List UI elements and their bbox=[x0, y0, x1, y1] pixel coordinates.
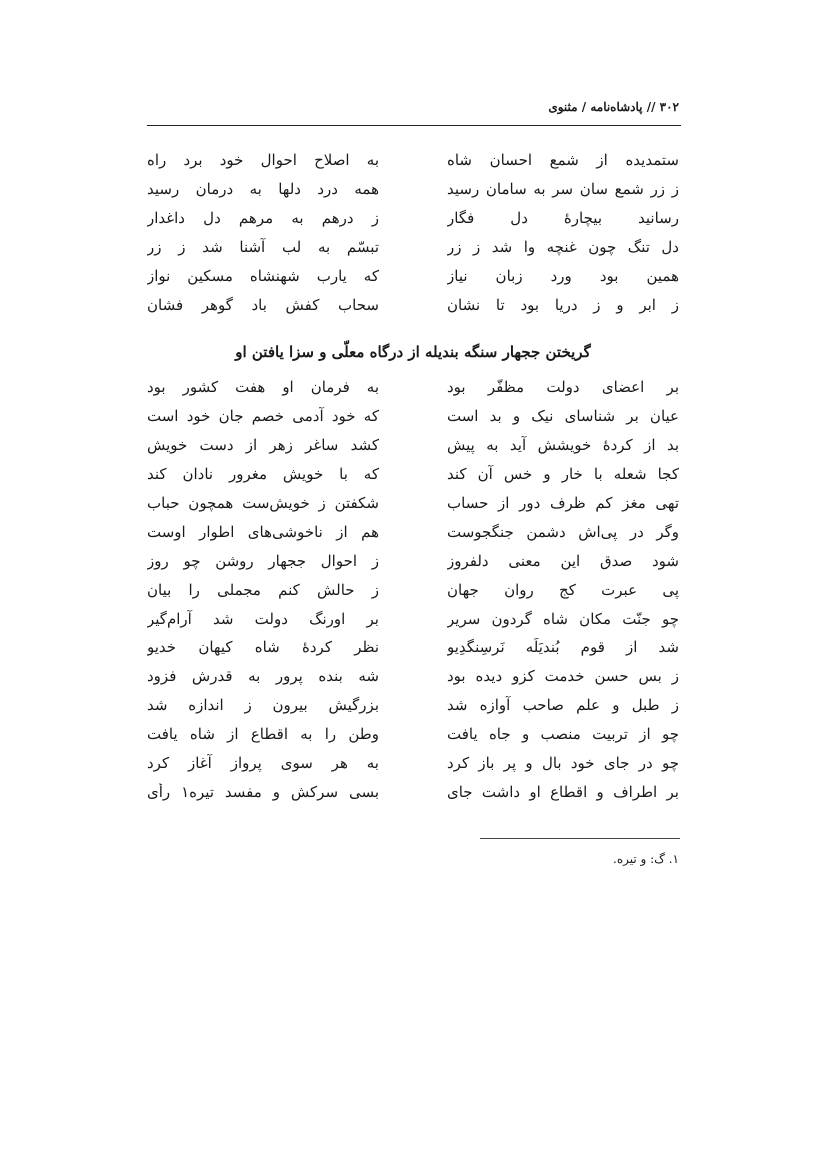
hemistich-right: کجا شعله با خار و خس آن کند bbox=[447, 465, 679, 484]
hemistich-left: همه درد دلها به درمان رسید bbox=[147, 180, 379, 199]
couplet bbox=[147, 460, 679, 489]
hemistich-right: چو جنّت مکان شاه گردون سریر bbox=[447, 609, 679, 628]
hemistich-left: سحاب کفش باد گوهر فشان bbox=[147, 295, 379, 314]
hemistich-right: چو از تربیت منصب و جاه یافت bbox=[447, 725, 679, 744]
hemistich-right: ز زر شمع سان سر به سامان رسید bbox=[447, 180, 679, 199]
hemistich-left: ز درهم به مرهم دل داغدار bbox=[147, 209, 379, 228]
hemistich-left: به هر سوی پرواز آغاز کرد bbox=[147, 754, 379, 773]
hemistich-right: پی عبرت کج روان جهان bbox=[447, 580, 679, 599]
poem-section-2 bbox=[147, 373, 679, 806]
hemistich-left: شکفتن ز خویش‌ست همچون حباب bbox=[147, 494, 379, 512]
hemistich-left: تبسّم به لب آشنا شد ز زر bbox=[147, 238, 379, 257]
hemistich-left: هم از ناخوشی‌های اطوار اوست bbox=[147, 522, 379, 541]
hemistich-left: ز احوال ججهار روشن چو روز bbox=[147, 551, 379, 570]
couplet bbox=[147, 604, 679, 633]
couplet bbox=[147, 546, 679, 575]
hemistich-left: وطن را به اقطاع از شاه یافت bbox=[147, 725, 379, 744]
couplet bbox=[147, 175, 679, 204]
hemistich-right: رسانید بیچارهٔ دل فگار bbox=[447, 209, 679, 228]
hemistich-right: چو در جای خود بال و پر باز کرد bbox=[447, 754, 679, 773]
hemistich-right: تهی مغز کم ظرف دور از حساب bbox=[447, 494, 679, 512]
couplet bbox=[147, 517, 679, 546]
footnote: ۱. گ: و تیره. bbox=[613, 852, 679, 866]
hemistich-left: که خود آدمی خصم جان خود است bbox=[147, 407, 379, 426]
footnote-rule bbox=[480, 838, 680, 839]
couplet bbox=[147, 777, 679, 806]
hemistich-left: به فرمان او هفت کشور بود bbox=[147, 378, 379, 397]
couplet bbox=[147, 691, 679, 720]
hemistich-right: شد از قوم بُندیَلَه نَرسِنگدِیو bbox=[447, 638, 679, 657]
hemistich-right: بر اعضای دولت مظفّر بود bbox=[447, 378, 679, 397]
running-header: ۳۰۲ // پادشاه‌نامه / مثنوی bbox=[548, 100, 679, 114]
hemistich-left: که با خویش مغرور نادان کند bbox=[147, 465, 379, 484]
couplet bbox=[147, 146, 679, 175]
couplet bbox=[147, 402, 679, 431]
couplet bbox=[147, 575, 679, 604]
hemistich-left: نظر کردهٔ شاه کیهان خدیو bbox=[147, 638, 379, 657]
hemistich-right: همین بود ورد زبان نیاز bbox=[447, 267, 679, 285]
hemistich-right: ز ابر و ز دریا بود تا نشان bbox=[447, 295, 679, 314]
hemistich-left: به اصلاح احوال خود برد راه bbox=[147, 151, 379, 170]
hemistich-left: شه بنده پرور به قدرش فزود bbox=[147, 667, 379, 686]
hemistich-right: عیان بر شناسای نیک و بد است bbox=[447, 407, 679, 426]
couplet bbox=[147, 431, 679, 460]
couplet bbox=[147, 373, 679, 402]
hemistich-right: دل تنگ چون غنچه وا شد ز زر bbox=[447, 238, 679, 257]
hemistich-right: بد از کردهٔ خویشش آید به پیش bbox=[447, 436, 679, 455]
hemistich-right: ز بس حسن خدمت کزو دیده بود bbox=[447, 667, 679, 686]
hemistich-left: ز حالش کنم مجملی را بیان bbox=[147, 580, 379, 599]
couplet bbox=[147, 749, 679, 778]
hemistich-right: ستمدیده از شمع احسان شاه bbox=[447, 151, 679, 170]
hemistich-left: کشد ساغر زهر از دست خویش bbox=[147, 436, 379, 455]
hemistich-right: ز طبل و علم صاحب آوازه شد bbox=[447, 696, 679, 715]
couplet bbox=[147, 489, 679, 518]
poem-section-1 bbox=[147, 146, 679, 319]
couplet bbox=[147, 290, 679, 319]
couplet bbox=[147, 262, 679, 291]
hemistich-right: بر اطراف و اقطاع او داشت جای bbox=[447, 782, 679, 801]
hemistich-left: بسی سرکش و مفسد تیره۱ رأی bbox=[147, 782, 379, 801]
couplet bbox=[147, 204, 679, 233]
section-heading: گریختن ججهار سنگه بندیله از درگاه معلّی و سزا یافتن او bbox=[235, 343, 591, 361]
hemistich-right: وگر در پی‌اش دشمن جنگجوست bbox=[447, 522, 679, 541]
couplet bbox=[147, 720, 679, 749]
hemistich-left: بزرگیش بیرون ز اندازه شد bbox=[147, 696, 379, 715]
hemistich-left: که یارب شهنشاه مسکین نواز bbox=[147, 267, 379, 285]
hemistich-left: بر اورنگ دولت شد آرام‌گیر bbox=[147, 609, 379, 628]
header-rule bbox=[147, 125, 681, 126]
couplet bbox=[147, 233, 679, 262]
hemistich-right: شود صدق این معنی دلفروز bbox=[447, 551, 679, 570]
couplet bbox=[147, 662, 679, 691]
couplet bbox=[147, 633, 679, 662]
